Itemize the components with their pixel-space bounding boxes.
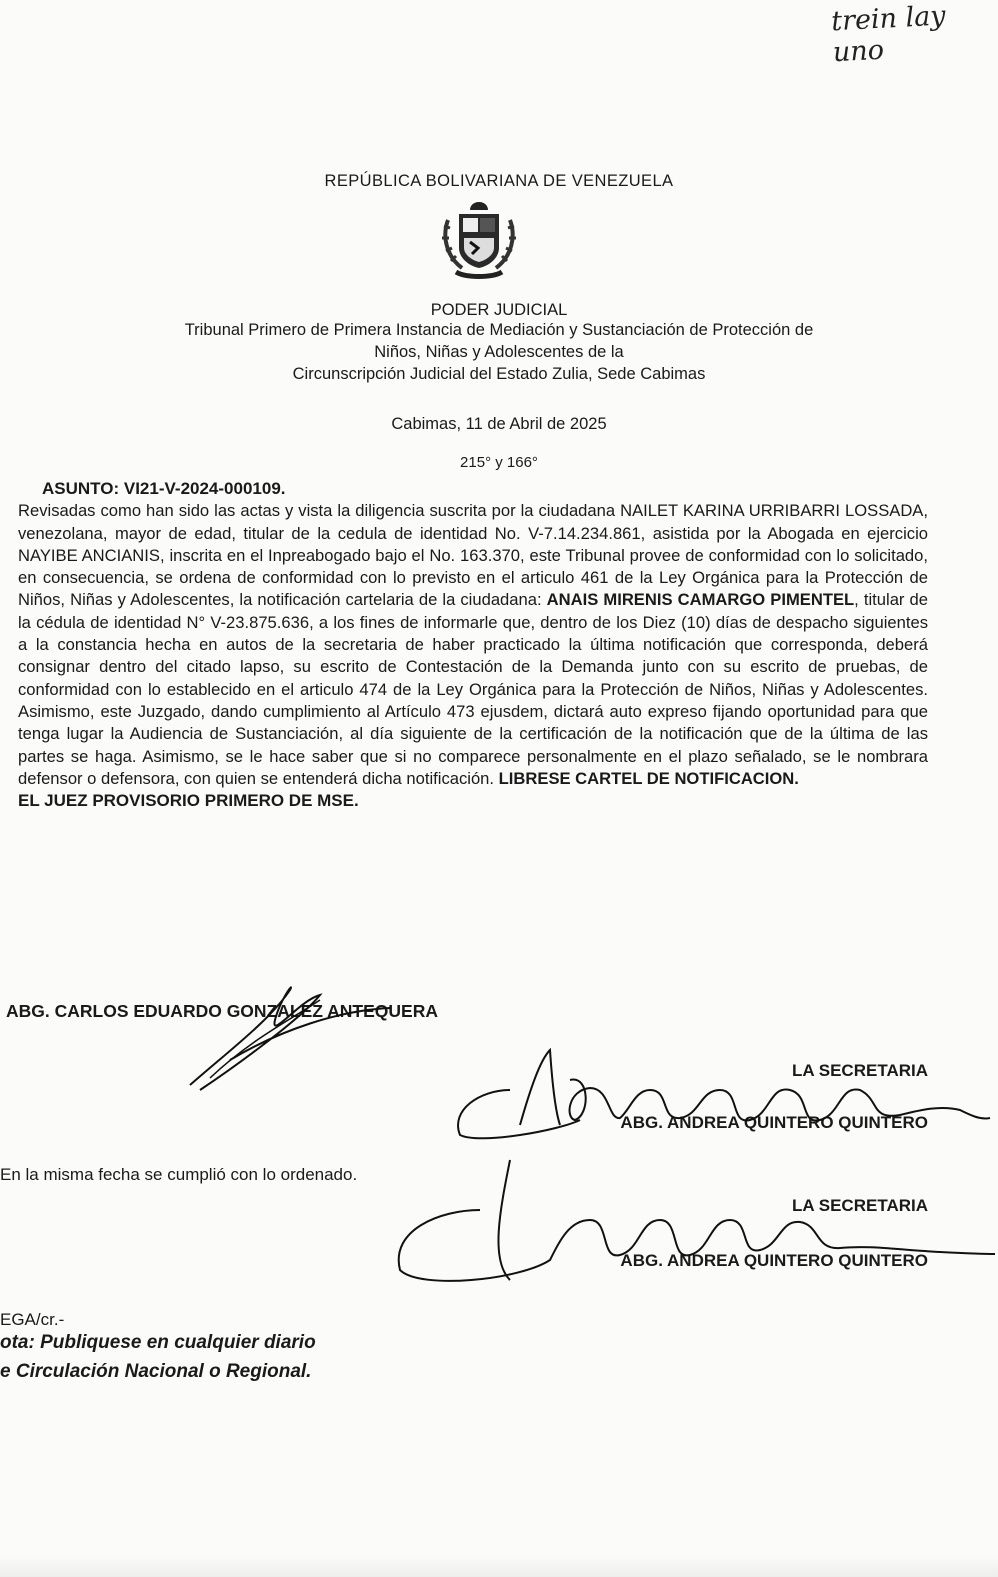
secretary-name: ABG. ANDREA QUINTERO QUINTERO [620,1251,928,1270]
publication-note-line: e Circulación Nacional o Regional. [0,1361,312,1382]
paragraph-text-part1: Revisadas como han sido las actas y vista la diligencia suscrita por la ciudadana NAILET KARINA URRIBARRI LOSSADA, venezolana, mayor de edad, titular de la cedula de identidad No. V-7.14.234.861, asistida por la Abogada en ejercicio NAYIBE ANCIANIS, inscrita en el Inpreabogado bajo el No. 163.370, este Tribunal provee de conformidad con lo solicitado, en consecuencia, se ordena de conformidad con lo previsto en el articulo 461 de la Ley Orgánica para la Protección de Niños, Niñas y Adolescentes, la notificación cartelaria de la ciudadana: [18,501,928,610]
case-subject [42,478,928,500]
tribunal-line: Tribunal Primero de Primera Instancia de Mediación y Sustanciación de Protección de [184,321,814,339]
order-statement: LIBRESE CARTEL DE NOTIFICACION. [498,768,799,788]
scan-edge [0,1555,998,1577]
judge-title: EL JUEZ PROVISORIO PRIMERO DE MSE. [18,791,359,811]
resolution-paragraph [18,500,928,790]
publication-note-line: ota: Publiquese en cualquier diario [0,1332,316,1353]
document-date: Cabimas, 11 de Abril de 2025 [391,415,607,433]
typist-initials: EGA/cr.- [0,1310,65,1329]
judicial-power-heading: PODER JUDICIAL [430,301,568,319]
case-subject-label: ASUNTO: [42,479,120,498]
handwritten-page-number: trein lay uno [830,0,947,69]
secretary-name: ABG. ANDREA QUINTERO QUINTERO [620,1113,928,1132]
tribunal-line: Circunscripción Judicial del Estado Zulia, Sede Cabimas [292,365,706,383]
independence-years: 215° y 166° [460,454,538,471]
secretary-title: LA SECRETARIA [792,1196,928,1215]
publication-note [0,1328,316,1386]
coat-of-arms-icon [434,196,524,286]
tribunal-line: Niños, Niñas y Adolescentes de la [374,343,624,361]
paragraph-text-part2: , titular de la cédula de identidad N° V-23.875.636, a los fines de informarle que, dentro de los Diez (10) días de despacho siguientes a la constancia hecha en autos de la secretaria de haber practicado la última notificación que corresponda, deberá consignar dentro del citado lapso, su escrito de Contestación de la Demanda junto con su escrito de pruebas, de conformidad con lo establecido en el articulo 474 de la Ley Orgánica para la Protección de Niños, Niñas y Adolescentes. Asimismo, este Juzgado, dando cumplimiento al Artículo 473 ejusdem, dictará auto expreso fijando oportunidad para que tenga lugar la Audiencia de Sustanciación, al día siguiente de la certificación de la notificación que de la última de las partes se haga. Asimismo, se le hace saber que si no comparece personalmente en el plazo señalado, se le nombrara defensor o defensora, con quien se entenderá dicha notificación. [18,590,928,788]
tribunal-heading [0,319,998,385]
judge-name: ABG. CARLOS EDUARDO GONZALEZ ANTEQUERA [6,1001,438,1021]
notified-party-name: ANAIS MIRENIS CAMARGO PIMENTEL [546,590,855,610]
republic-heading: REPÚBLICA BOLIVARIANA DE VENEZUELA [324,172,674,190]
case-number: VI21-V-2024-000109. [123,479,286,498]
judge-signature-icon [170,960,430,1100]
compliance-note: En la misma fecha se cumplió con lo ordenado. [0,1165,358,1184]
secretary-signature-icon [360,1150,998,1300]
resolution-body [18,478,928,812]
secretary-title: LA SECRETARIA [792,1061,928,1080]
